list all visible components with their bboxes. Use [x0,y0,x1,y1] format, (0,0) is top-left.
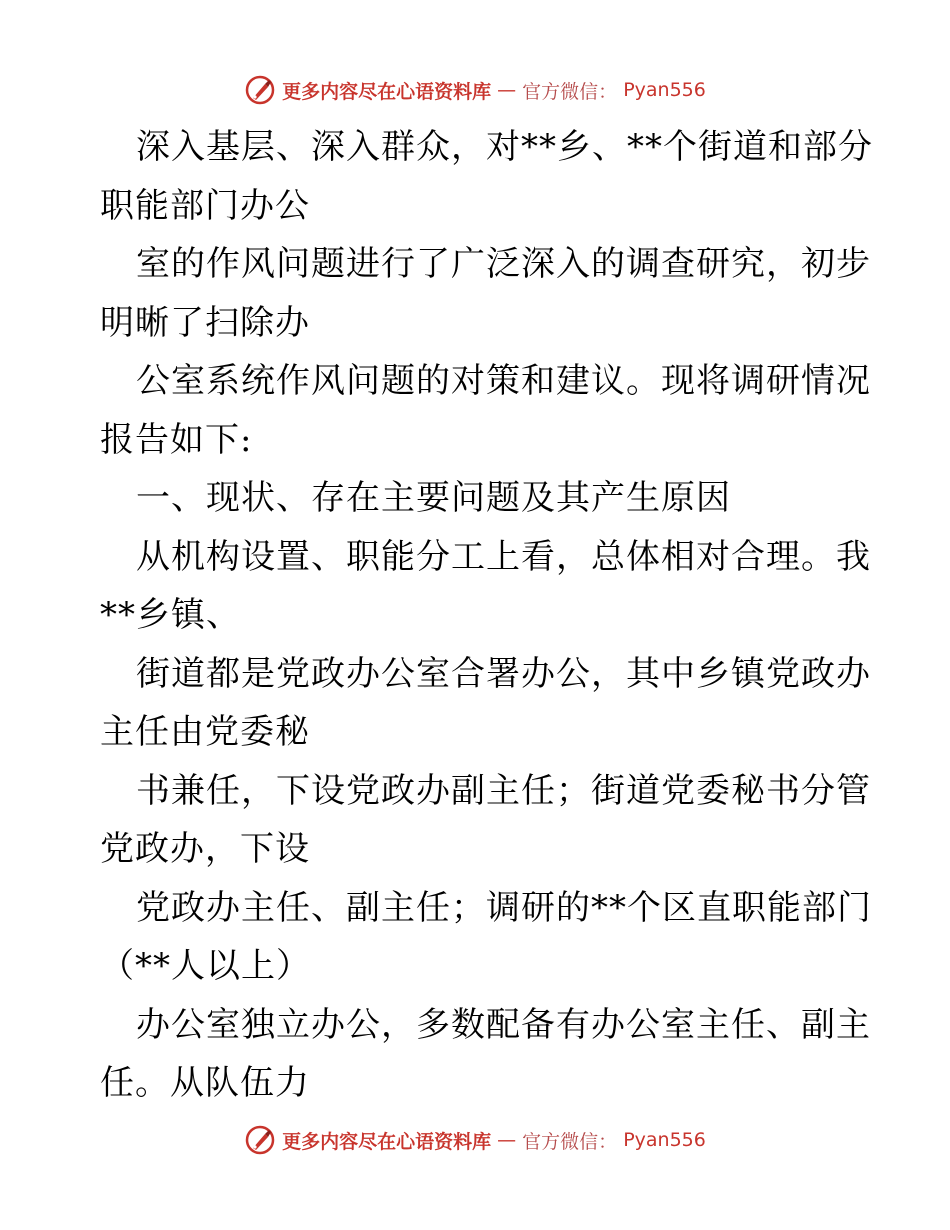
paragraph-line: 办公室独立办公，多数配备有办公室主任、副主 [136,1004,871,1045]
paragraph-line: 党政办，下设 [100,829,310,869]
paragraph-line: 室的作风问题进行了广泛深入的调查研究，初步 [136,244,871,284]
pen-seal-logo-icon [244,74,276,106]
banner-title: 更多内容尽在心语资料库 [282,1130,492,1153]
paragraph-line: 深入基层、深入群众，对**乡、**个街道和部分 [136,127,873,167]
banner-dash: — [497,1129,517,1151]
document-body [100,118,873,1113]
paragraph-line: 从机构设置、职能分工上看，总体相对合理。我 [136,536,871,577]
paragraph-line: 书兼任，下设党政办副主任；街道党委秘书分管 [136,770,871,811]
banner-wechat-label: 官方微信： [522,1130,618,1153]
section-heading: 一、现状、存在主要问题及其产生原因 [136,478,731,518]
banner-wechat-label: 官方微信： [522,80,618,103]
header-banner [0,70,950,110]
paragraph-line: 主任由党委秘 [100,712,310,752]
paragraph-line: 明晰了扫除办 [100,302,310,343]
paragraph-line: 公室系统作风问题的对策和建议。现将调研情况 [136,361,871,401]
banner-wechat-id: Pyan556 [623,1129,706,1151]
paragraph-line: **乡镇、 [100,595,241,635]
banner-wechat-id: Pyan556 [623,79,706,101]
paragraph-line: 街道都是党政办公室合署办公，其中乡镇党政办 [136,653,871,694]
paragraph-line: 任。从队伍力 [100,1063,310,1103]
banner-dash: — [497,79,517,101]
banner-title: 更多内容尽在心语资料库 [282,80,492,103]
footer-banner [0,1120,950,1160]
paragraph-line: 职能部门办公 [100,185,310,226]
paragraph-line: 报告如下: [100,419,253,460]
paragraph-line: （**人以上） [100,946,311,986]
paragraph-line: 党政办主任、副主任；调研的**个区直职能部门 [136,887,872,928]
pen-seal-logo-icon [244,1124,276,1156]
